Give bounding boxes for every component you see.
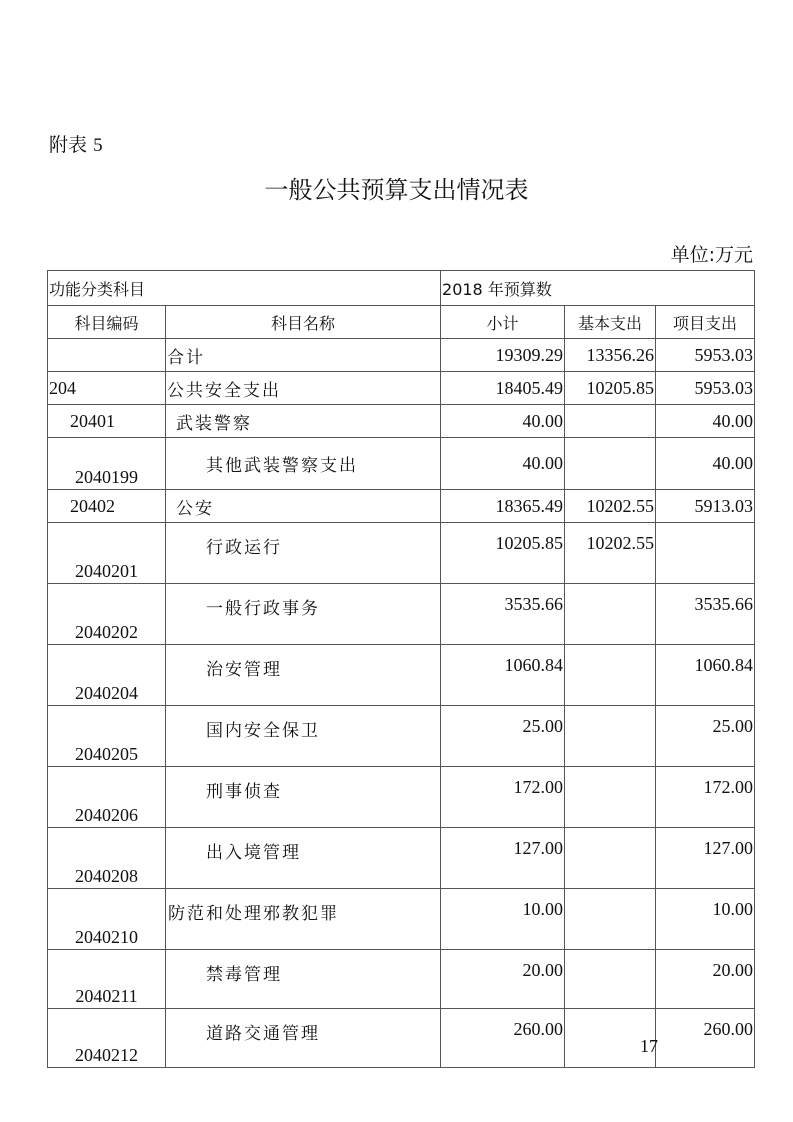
header-budget-year: 2018 年预算数 (441, 271, 755, 306)
row-name: 其他武装警察支出 (166, 438, 441, 490)
row-basic: 10205.85 (565, 372, 656, 405)
table-row (48, 490, 755, 523)
row-project: 10.00 (656, 889, 755, 950)
row-code: 2040199 (48, 438, 166, 490)
row-subtotal: 19309.29 (441, 339, 565, 372)
table-row (48, 584, 755, 645)
table-row (48, 706, 755, 767)
row-basic: 10202.55 (565, 523, 656, 584)
table-row (48, 645, 755, 706)
row-basic: 10202.55 (565, 490, 656, 523)
table-row (48, 339, 755, 372)
header-name: 科目名称 (166, 306, 441, 339)
row-subtotal: 18405.49 (441, 372, 565, 405)
row-name: 一般行政事务 (166, 584, 441, 645)
row-project: 40.00 (656, 405, 755, 438)
row-subtotal: 260.00 (441, 1009, 565, 1068)
row-basic (565, 950, 656, 1009)
budget-table (47, 270, 755, 1068)
row-name: 行政运行 (166, 523, 441, 584)
header-basic: 基本支出 (565, 306, 656, 339)
row-code: 2040208 (48, 828, 166, 889)
row-code: 2040210 (48, 889, 166, 950)
row-project: 260.00 (656, 1009, 755, 1068)
page-title: 一般公共预算支出情况表 (264, 176, 529, 204)
row-project (656, 523, 755, 584)
table-row (48, 828, 755, 889)
row-project: 40.00 (656, 438, 755, 490)
row-subtotal: 172.00 (441, 767, 565, 828)
header-subtotal: 小计 (441, 306, 565, 339)
row-name: 禁毒管理 (166, 950, 441, 1009)
table-row (48, 767, 755, 828)
row-name: 公安 (166, 490, 441, 523)
unit-label: 单位:万元 (670, 244, 753, 266)
row-name: 出入境管理 (166, 828, 441, 889)
header-row-1 (48, 271, 755, 306)
row-name: 刑事侦查 (166, 767, 441, 828)
row-subtotal: 1060.84 (441, 645, 565, 706)
row-project: 5913.03 (656, 490, 755, 523)
header-category: 功能分类科目 (48, 271, 441, 306)
row-basic (565, 767, 656, 828)
table-row (48, 405, 755, 438)
row-project: 5953.03 (656, 339, 755, 372)
row-subtotal: 40.00 (441, 405, 565, 438)
row-project: 25.00 (656, 706, 755, 767)
row-code: 2040204 (48, 645, 166, 706)
row-subtotal: 20.00 (441, 950, 565, 1009)
row-project: 5953.03 (656, 372, 755, 405)
row-subtotal: 18365.49 (441, 490, 565, 523)
row-code: 204 (48, 372, 166, 405)
row-subtotal: 127.00 (441, 828, 565, 889)
row-code: 2040201 (48, 523, 166, 584)
table-row (48, 372, 755, 405)
row-basic (565, 706, 656, 767)
appendix-text: 附表 (49, 134, 88, 156)
row-code: 2040202 (48, 584, 166, 645)
row-project: 172.00 (656, 767, 755, 828)
table-row (48, 438, 755, 490)
row-name: 武装警察 (166, 405, 441, 438)
header-row-2 (48, 306, 755, 339)
row-basic: 13356.26 (565, 339, 656, 372)
table-row (48, 889, 755, 950)
row-project: 3535.66 (656, 584, 755, 645)
row-project: 20.00 (656, 950, 755, 1009)
row-subtotal: 40.00 (441, 438, 565, 490)
row-basic (565, 438, 656, 490)
row-code: 2040206 (48, 767, 166, 828)
row-basic (565, 405, 656, 438)
row-name: 治安管理 (166, 645, 441, 706)
appendix-number: 5 (93, 135, 103, 156)
row-code: 2040205 (48, 706, 166, 767)
row-code: 2040211 (48, 950, 166, 1009)
table-row (48, 950, 755, 1009)
row-code (48, 339, 166, 372)
row-basic (565, 584, 656, 645)
row-subtotal: 10205.85 (441, 523, 565, 584)
row-name: 合计 (166, 339, 441, 372)
row-project: 1060.84 (656, 645, 755, 706)
row-project: 127.00 (656, 828, 755, 889)
row-name: 道路交通管理 (166, 1009, 441, 1068)
page-number: 17 (640, 1036, 658, 1056)
header-code: 科目编码 (48, 306, 166, 339)
row-code: 2040212 (48, 1009, 166, 1068)
row-basic (565, 889, 656, 950)
appendix-label (49, 130, 103, 157)
row-code: 20402 (48, 490, 166, 523)
table-row (48, 523, 755, 584)
row-subtotal: 25.00 (441, 706, 565, 767)
row-subtotal: 3535.66 (441, 584, 565, 645)
row-basic (565, 828, 656, 889)
row-name: 国内安全保卫 (166, 706, 441, 767)
row-name: 公共安全支出 (166, 372, 441, 405)
row-basic (565, 645, 656, 706)
row-subtotal: 10.00 (441, 889, 565, 950)
row-name: 防范和处理邪教犯罪 (166, 889, 441, 950)
header-project: 项目支出 (656, 306, 755, 339)
row-code: 20401 (48, 405, 166, 438)
